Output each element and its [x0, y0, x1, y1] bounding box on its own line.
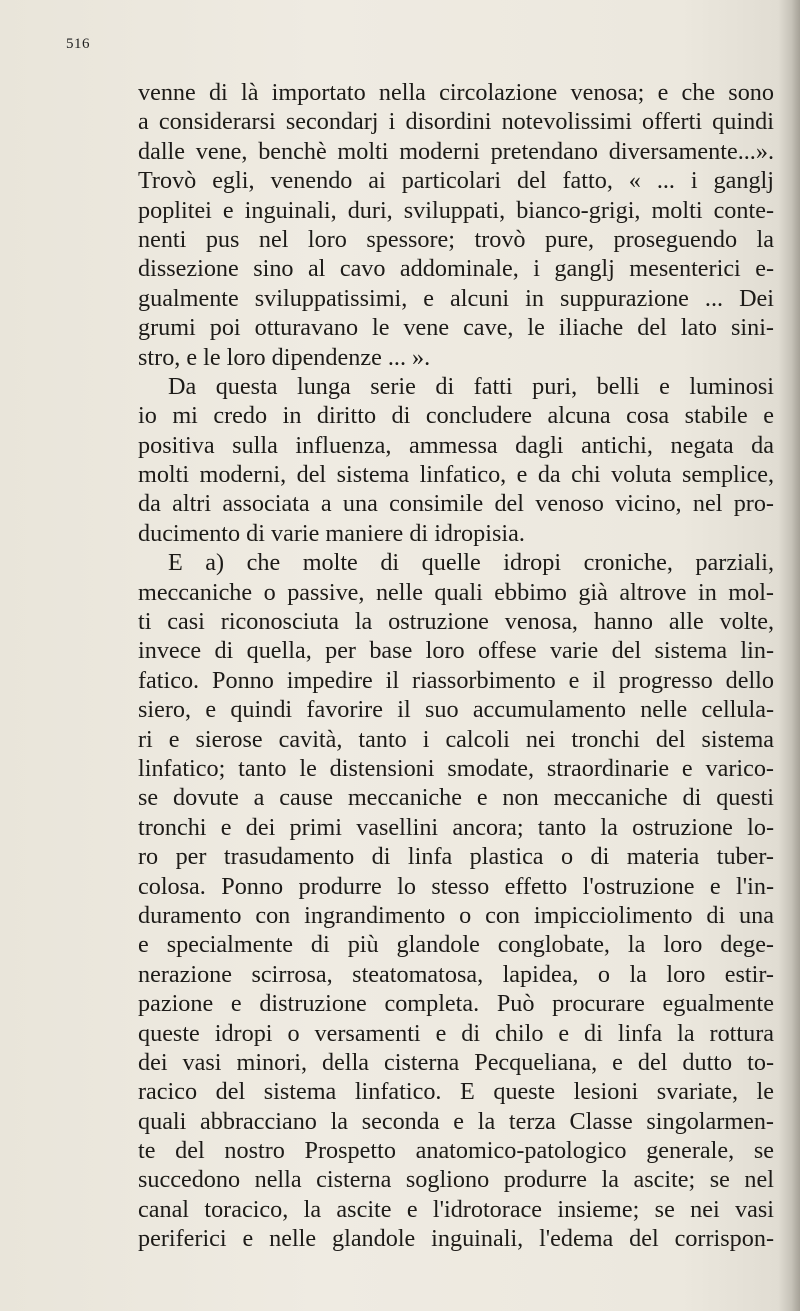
text-line: colosa. Ponno produrre lo stesso effetto l'ostruzione e l'in-: [138, 872, 774, 900]
text-line: ri e sierose cavità, tanto i calcoli nei tronchi del sistema: [138, 725, 774, 753]
text-line: nenti pus nel loro spessore; trovò pure, proseguendo la: [138, 225, 774, 253]
body-text: [138, 78, 774, 1254]
text-line: canal toracico, la ascite e l'idrotorace insieme; se nei vasi: [138, 1195, 774, 1223]
text-line: poplitei e inguinali, duri, sviluppati, bianco-grigi, molti conte-: [138, 196, 774, 224]
text-line: periferici e nelle glandole inguinali, l'edema del corrispon-: [138, 1225, 774, 1253]
text-line: duramento con ingrandimento o con impicciolimento di una: [138, 901, 774, 929]
text-line: dei vasi minori, della cisterna Pecqueliana, e del dutto to-: [138, 1048, 774, 1076]
text-line: racico del sistema linfatico. E queste lesioni svariate, le: [138, 1078, 774, 1106]
text-line: da altri associata a una consimile del venoso vicino, nel pro-: [138, 490, 774, 518]
text-line: a considerarsi secondarj i disordini notevolissimi offerti quindi: [138, 108, 774, 136]
text-line: fatico. Ponno impedire il riassorbimento e il progresso dello: [138, 666, 774, 694]
text-line: venne di là importato nella circolazione venosa; e che sono: [138, 79, 774, 106]
text-line: ti casi riconosciuta la ostruzione venosa, hanno alle volte,: [138, 608, 774, 636]
text-line: queste idropi o versamenti e di chilo e di linfa la rottura: [138, 1019, 774, 1047]
text-line: e specialmente di più glandole conglobate, la loro dege-: [138, 931, 774, 959]
text-line: dalle vene, benchè molti moderni pretendano diversamente...».: [138, 137, 774, 165]
text-line: pazione e distruzione completa. Può procurare egualmente: [138, 990, 774, 1018]
text-line: te del nostro Prospetto anatomico-patologico generale, se: [138, 1137, 774, 1165]
text-line: ro per trasudamento di linfa plastica o di materia tuber-: [138, 843, 774, 871]
text-line: molti moderni, del sistema linfatico, e da chi voluta semplice,: [138, 461, 774, 489]
text-line: se dovute a cause meccaniche e non meccaniche di questi: [138, 784, 774, 812]
text-line: Da questa lunga serie di fatti puri, belli e luminosi: [168, 372, 774, 400]
text-line: tronchi e dei primi vasellini ancora; tanto la ostruzione lo-: [138, 813, 774, 841]
text-line: ducimento di varie maniere di idropisia.: [138, 519, 525, 547]
text-line: nerazione scirrosa, steatomatosa, lapidea, o la loro estir-: [138, 960, 774, 988]
text-line: invece di quella, per base loro offese varie del sistema lin-: [138, 637, 774, 665]
text-line: grumi poi otturavano le vene cave, le iliache del lato sini-: [138, 314, 774, 342]
text-line: gualmente sviluppatissimi, e alcuni in suppurazione ... Dei: [138, 284, 774, 312]
text-line: io mi credo in diritto di concludere alcuna cosa stabile e: [138, 402, 774, 430]
text-line: succedono nella cisterna sogliono produrre la ascite; se nel: [138, 1166, 774, 1194]
text-line: dissezione sino al cavo addominale, i ganglj mesenterici e-: [138, 255, 774, 283]
text-line: siero, e quindi favorire il suo accumulamento nelle cellula-: [138, 696, 774, 724]
page-edge-shadow: [778, 0, 800, 1311]
text-line: linfatico; tanto le distensioni smodate, straordinarie e varico-: [138, 754, 774, 782]
page-number: 516: [66, 36, 90, 52]
text-line: Trovò egli, venendo ai particolari del fatto, « ... i ganglj: [138, 167, 774, 195]
text-line: stro, e le loro dipendenze ... ».: [138, 343, 431, 371]
text-line: quali abbracciano la seconda e la terza Classe singolarmen-: [138, 1107, 774, 1135]
text-line: E a) che molte di quelle idropi croniche, parziali,: [168, 549, 774, 577]
text-line: positiva sulla influenza, ammessa dagli antichi, negata da: [138, 431, 774, 459]
text-line: meccaniche o passive, nelle quali ebbimo già altrove in mol-: [138, 578, 774, 606]
